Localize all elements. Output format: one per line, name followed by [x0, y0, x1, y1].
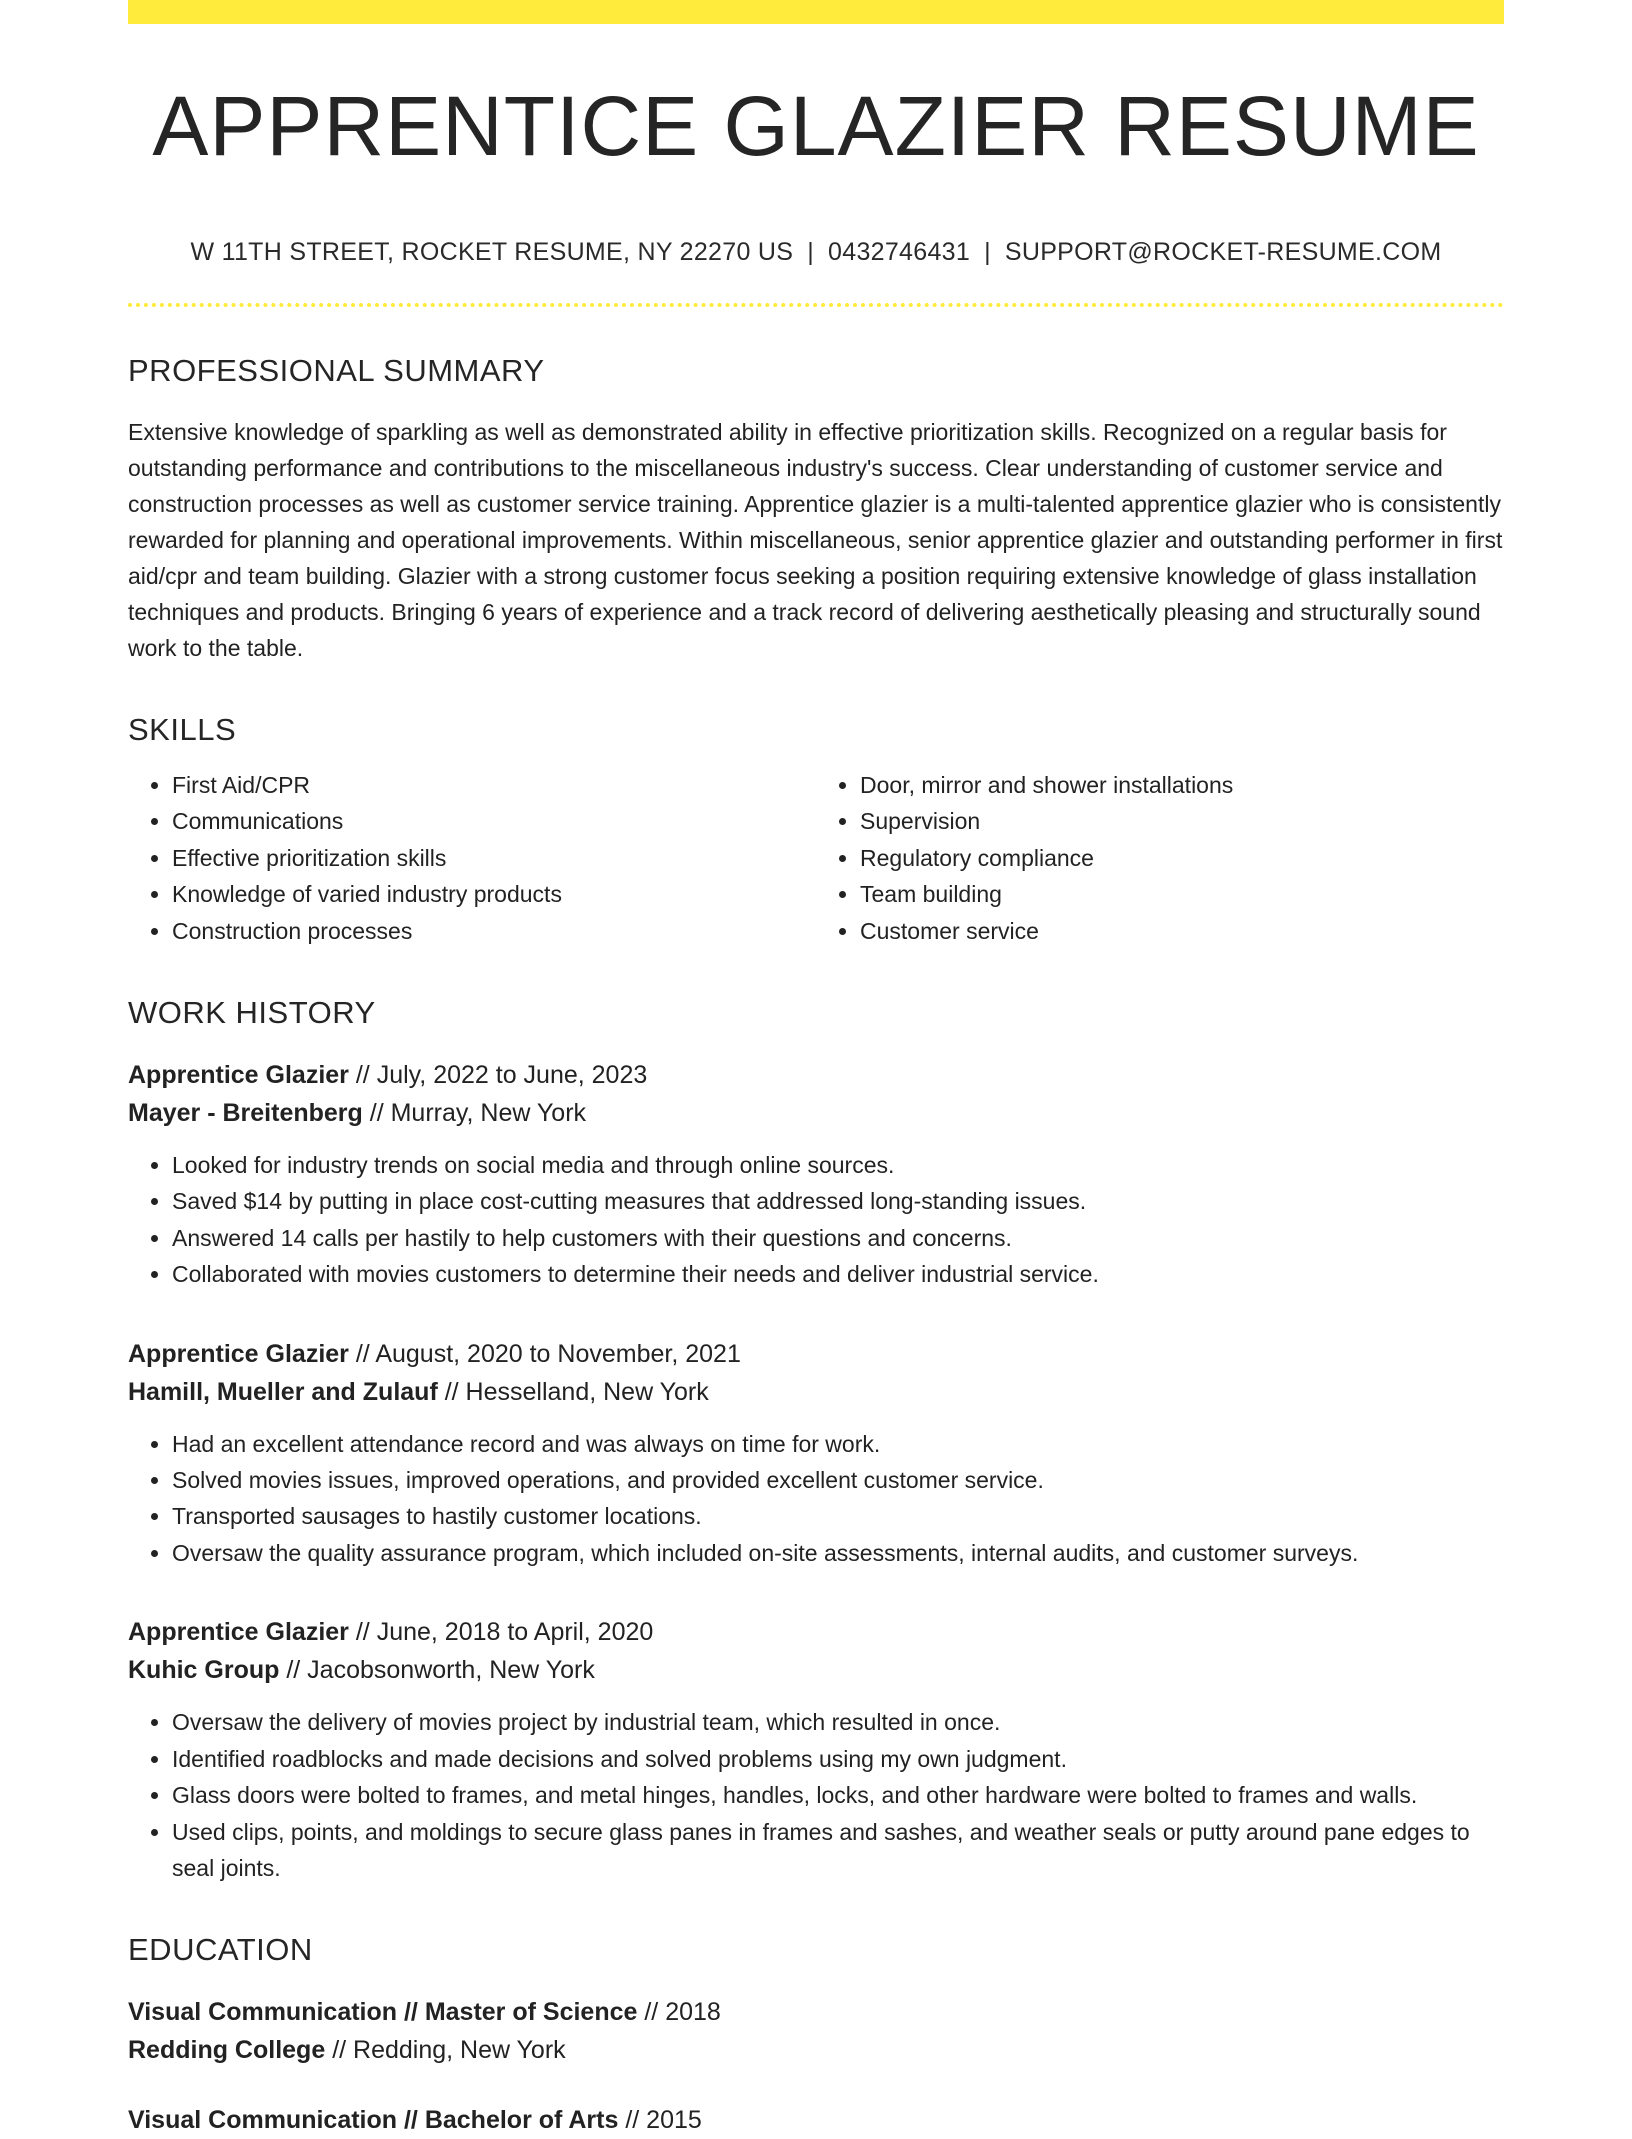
skill-item: • Effective prioritization skills: [172, 840, 816, 876]
job-company: Kuhic Group: [128, 1656, 280, 1685]
dotted-divider: [128, 303, 1504, 307]
job-location: // Murray, New York: [369, 1099, 587, 1128]
education-school: Redding College: [128, 2036, 326, 2065]
job-bullet: • Looked for industry trends on social media and through online sources.: [172, 1147, 1504, 1183]
job-bullets: [128, 1704, 1504, 1886]
job-title-line: [128, 1613, 1504, 1651]
skill-item: • Communications: [172, 803, 816, 839]
contact-line: [128, 238, 1504, 267]
skill-item: • First Aid/CPR: [172, 767, 816, 803]
education-entry: [128, 1993, 1504, 2069]
job-bullet: • Used clips, points, and moldings to secure glass panes in frames and sashes, and weather seals or putty around pane edges to seal joints.: [172, 1814, 1504, 1887]
skills-column-right: [816, 767, 1504, 949]
education-school-line: [128, 2031, 1504, 2069]
job-company-line: [128, 1651, 1504, 1689]
job-entry: [128, 1056, 1504, 1293]
skill-item: • Supervision: [860, 803, 1504, 839]
job-company: Hamill, Mueller and Zulauf: [128, 1377, 438, 1406]
skill-item: • Customer service: [860, 913, 1504, 949]
job-title: Apprentice Glazier: [128, 1618, 349, 1647]
skill-item: • Team building: [860, 876, 1504, 912]
skills-list: [128, 767, 1504, 949]
education-location: // Redding, New York: [332, 2036, 566, 2065]
job-title: Apprentice Glazier: [128, 1339, 349, 1368]
job-bullet: • Glass doors were bolted to frames, and metal hinges, handles, locks, and other hardware were bolted to frames and walls.: [172, 1777, 1504, 1813]
education-degree: Visual Communication // Master of Science: [128, 1998, 638, 2027]
work-history-heading: WORK HISTORY: [128, 995, 376, 1031]
job-title-line: [128, 1056, 1504, 1094]
job-bullet: • Answered 14 calls per hastily to help customers with their questions and concerns.: [172, 1220, 1504, 1256]
contact-phone: 0432746431: [828, 238, 971, 266]
education-year: // 2018: [644, 1998, 721, 2027]
education-entry: [128, 2101, 1504, 2139]
top-accent-bar: [128, 0, 1504, 24]
job-bullet: • Had an excellent attendance record and was always on time for work.: [172, 1426, 1504, 1462]
job-bullet: • Solved movies issues, improved operations, and provided excellent customer service.: [172, 1462, 1504, 1498]
job-company-line: [128, 1094, 1504, 1132]
education-degree-line: [128, 1993, 1504, 2031]
education-year: // 2015: [625, 2106, 702, 2135]
resume-page: [128, 0, 1504, 2139]
contact-address: W 11TH STREET, ROCKET RESUME, NY 22270 US: [190, 238, 794, 266]
job-company: Mayer - Breitenberg: [128, 1099, 363, 1128]
skills-column-left: [128, 767, 816, 949]
skills-heading: SKILLS: [128, 712, 237, 747]
job-bullet: • Transported sausages to hastily customer locations.: [172, 1498, 1504, 1534]
job-dates: // July, 2022 to June, 2023: [355, 1061, 648, 1090]
skill-item: • Construction processes: [172, 913, 816, 949]
resume-title: APPRENTICE GLAZIER RESUME: [152, 79, 1480, 173]
job-dates: // June, 2018 to April, 2020: [355, 1618, 654, 1647]
job-entry: [128, 1613, 1504, 1886]
job-bullet: • Saved $14 by putting in place cost-cutting measures that addressed long-standing issues.: [172, 1183, 1504, 1219]
job-location: // Hesselland, New York: [444, 1377, 709, 1406]
skill-item: • Regulatory compliance: [860, 840, 1504, 876]
job-bullets: [128, 1147, 1504, 1293]
education-degree: Visual Communication // Bachelor of Arts: [128, 2106, 619, 2135]
job-bullet: • Oversaw the delivery of movies project by industrial team, which resulted in once.: [172, 1704, 1504, 1740]
job-bullets: [128, 1426, 1504, 1572]
job-company-line: [128, 1373, 1504, 1411]
job-dates: // August, 2020 to November, 2021: [355, 1339, 741, 1368]
contact-separator: |: [807, 238, 815, 266]
contact-email: SUPPORT@ROCKET-RESUME.COM: [1004, 238, 1442, 266]
job-entry: [128, 1335, 1504, 1572]
job-bullet: • Identified roadblocks and made decisions and solved problems using my own judgment.: [172, 1741, 1504, 1777]
job-bullet: • Oversaw the quality assurance program, which included on-site assessments, internal audits, and customer surveys.: [172, 1535, 1504, 1571]
education-heading: EDUCATION: [128, 1932, 313, 1968]
skill-item: • Door, mirror and shower installations: [860, 767, 1504, 803]
education-degree-line: [128, 2101, 1504, 2139]
job-title-line: [128, 1335, 1504, 1373]
summary-heading: PROFESSIONAL SUMMARY: [128, 353, 545, 388]
contact-separator: |: [984, 238, 991, 266]
job-title: Apprentice Glazier: [128, 1061, 349, 1090]
job-location: // Jacobsonworth, New York: [286, 1656, 595, 1685]
summary-text: Extensive knowledge of sparkling as well as demonstrated ability in effective prioritization skills. Recognized on a regular basis for outstanding performance and contributions to the miscellaneous industry's success. Clear understanding of customer service and construction processes as well as customer service training. Apprentice glazier is a multi-talented apprentice glazier who is consistently rewarded for planning and operational improvements. Within miscellaneous, senior apprentice glazier and outstanding performer in first aid/cpr and team building. Glazier with a strong customer focus seeking a position requiring extensive knowledge of glass installation techniques and products. Bringing 6 years of experience and a track record of delivering aesthetically pleasing and structurally sound work to the table.: [128, 419, 1503, 661]
skill-item: • Knowledge of varied industry products: [172, 876, 816, 912]
job-bullet: • Collaborated with movies customers to determine their needs and deliver industrial service.: [172, 1256, 1504, 1292]
